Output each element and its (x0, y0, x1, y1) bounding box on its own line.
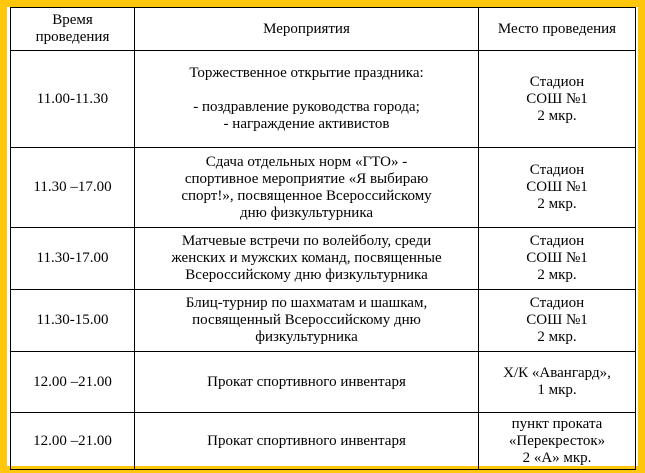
place-line: 2 мкр. (537, 267, 577, 283)
place-cell (479, 228, 636, 290)
event-line: Блиц-турнир по шахматам и шашкам, (185, 295, 428, 311)
table-row (11, 290, 636, 352)
place-line: СОШ №1 (526, 250, 588, 266)
place-line: пункт проката (511, 415, 603, 432)
event-cell (135, 290, 479, 352)
event-line: физкультурника (255, 329, 358, 345)
table-row (11, 352, 636, 413)
place-cell (479, 413, 636, 470)
event-line: Всероссийскому дню физкультурника (185, 267, 428, 283)
place-line: 2 мкр. (537, 107, 577, 124)
time-cell: 11.30-17.00 (11, 228, 135, 290)
place-cell (479, 290, 636, 352)
event-line: женских и мужских команд, посвященные (171, 250, 442, 266)
header-time-line: проведения (35, 29, 110, 45)
event-cell (135, 51, 479, 148)
place-line: Стадион (529, 233, 585, 249)
event-line: посвященный Всероссийскому дню (192, 312, 421, 328)
place-line: Стадион (529, 162, 585, 178)
event-cell (135, 228, 479, 290)
place-line: Х/К «Авангард», (503, 365, 611, 381)
time-cell: 12.00 –21.00 (11, 352, 135, 413)
header-time-line: Время (52, 12, 93, 28)
header-row (11, 8, 636, 51)
event-spacer (138, 82, 475, 99)
time-cell: 11.30 –17.00 (11, 148, 135, 228)
event-line: Сдача отдельных норм «ГТО» - (205, 153, 408, 170)
event-line: дню физкультурника (239, 204, 374, 221)
event-line: Матчевые встречи по волейболу, среди (181, 233, 432, 249)
table-row (11, 148, 636, 228)
place-cell (479, 352, 636, 413)
place-line: 2 «А» мкр. (522, 449, 592, 466)
place-line: 2 мкр. (537, 196, 577, 212)
place-line: СОШ №1 (526, 312, 588, 328)
place-cell (479, 148, 636, 228)
event-line: спортивное мероприятие «Я выбираю (184, 170, 429, 187)
place-line: СОШ №1 (526, 90, 588, 107)
place-line: 2 мкр. (537, 329, 577, 345)
event-line: спорт!», посвященное Всероссийскому (181, 187, 432, 204)
event-cell (135, 148, 479, 228)
event-line: Прокат спортивного инвентаря (207, 373, 406, 390)
place-line: Стадион (529, 295, 585, 311)
time-cell: 11.00-11.30 (11, 51, 135, 148)
event-line: Торжественное открытие праздника: (189, 65, 424, 81)
schedule-table (10, 7, 636, 470)
place-line: 1 мкр. (537, 382, 577, 398)
time-cell: 11.30-15.00 (11, 290, 135, 352)
event-line: - поздравление руководства города; (193, 99, 420, 115)
table-row (11, 51, 636, 148)
place-line: СОШ №1 (526, 179, 588, 195)
time-cell: 12.00 –21.00 (11, 413, 135, 470)
table-row (11, 228, 636, 290)
table-row (11, 413, 636, 470)
event-cell (135, 413, 479, 470)
place-line: «Перекресток» (508, 432, 606, 449)
place-cell (479, 51, 636, 148)
event-line: Прокат спортивного инвентаря (207, 432, 406, 449)
place-line: Стадион (529, 73, 585, 90)
event-cell (135, 352, 479, 413)
header-place: Место проведения (479, 8, 636, 51)
header-event: Мероприятия (135, 8, 479, 51)
header-time (11, 8, 135, 51)
event-line: - награждение активистов (223, 116, 390, 132)
